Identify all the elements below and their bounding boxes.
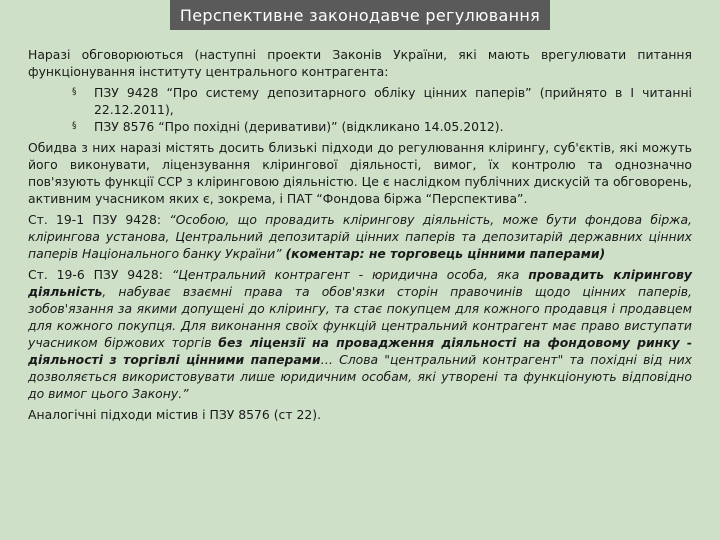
closing-paragraph: Аналогічні підходи містив і ПЗУ 8576 (ст 22). xyxy=(28,407,322,422)
bill-list xyxy=(28,84,692,135)
bullet-square-icon: § xyxy=(72,121,77,131)
article-ref: Ст. 19-1 ПЗУ 9428: xyxy=(28,212,170,227)
article-ref: Ст. 19-6 ПЗУ 9428: xyxy=(28,267,172,282)
slide-body xyxy=(28,46,692,427)
article-comment: (коментар: не торговець цінними паперами) xyxy=(285,246,606,261)
article-19-6-paragraph xyxy=(28,266,692,402)
intro-paragraph: Наразі обговорюються (наступні проекти Законів України, які мають врегулювати питання функціонування інституту центрального контрагента: xyxy=(28,47,692,79)
article-quote: “Особою, що провадить клірингову діяльність, може бути фондова біржа, клірингова установа, Центральний депозитарій цінних паперів та депозитарій державних цінних паперів Національного банку України” xyxy=(28,212,692,261)
article-emphasis: без ліцензії на провадження діяльності на фондовому ринку - діяльності з торгівлі цінними паперами xyxy=(28,335,692,367)
list-item xyxy=(28,118,692,135)
both-bills-paragraph: Обидва з них наразі містять досить близькі підходи до регулювання клірингу, суб'єктів, які можуть його виконувати, ліцензування клірингової діяльності, вимог, їх контролю та однозначно пов'язують функції ССР з кліринговою діяльністю. Це є наслідком публічних дискусій та обговорень, активним учасником яких є, зокрема, і ПАТ “Фондова біржа “Перспектива”. xyxy=(28,140,692,206)
list-item xyxy=(28,84,692,118)
slide-title: Перспективне законодавче регулювання xyxy=(170,0,550,30)
article-emphasis: провадить клірингову діяльність xyxy=(28,267,693,299)
article-19-1-paragraph xyxy=(28,211,692,262)
bullet-square-icon: § xyxy=(72,87,77,97)
bullet-text: ПЗУ 9428 “Про систему депозитарного обліку цінних паперів” (прийнято в І читанні 22.12.2011), xyxy=(94,85,692,117)
bullet-text: ПЗУ 8576 “Про похідні (деривативи)” (відкликано 14.05.2012). xyxy=(94,119,504,134)
article-quote-part: , набуває взаємні права та обов'язки сторін правочинів щодо цінних паперів, зобов'язання за якими допущені до клірингу, та стає покупцем для кожного продавця і продавцем для кожного покупця. Для виконання своїх функцій центральний контрагент має право виступати учасником біржових торгів xyxy=(28,284,692,350)
article-quote-part: … Слова "центральний контрагент" та похідні від них дозволяється використовувати лише юридичним особам, які утворені та функціонують відповідно до вимог цього Закону.” xyxy=(28,352,693,401)
article-quote-part: “Центральний контрагент - юридична особа, яка xyxy=(171,267,529,282)
